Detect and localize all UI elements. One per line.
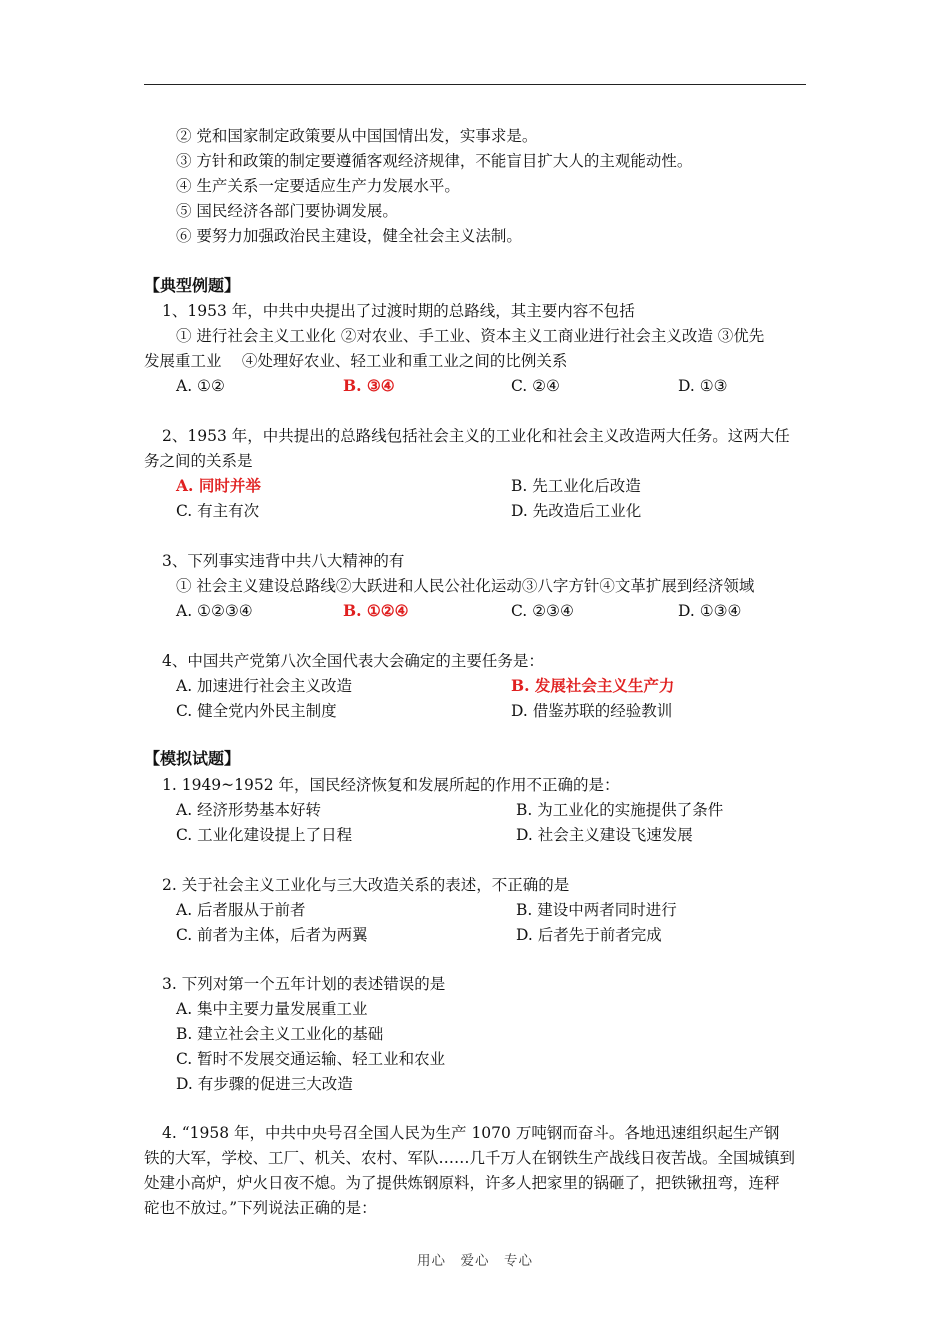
question-line: ① 社会主义建设总路线②大跃进和人民公社化运动③八字方针④文革扩展到经济领域 bbox=[176, 577, 755, 595]
option: D. 社会主义建设飞速发展 bbox=[516, 826, 693, 844]
option-answer: B. ③④ bbox=[343, 376, 395, 395]
option: A. ①② bbox=[176, 377, 225, 395]
section-heading: 【典型例题】 bbox=[144, 276, 241, 295]
question-stem: 2. 关于社会主义工业化与三大改造关系的表述，不正确的是 bbox=[162, 876, 570, 894]
option: C. 有主有次 bbox=[176, 502, 260, 520]
page-footer: 用心 爱心 专心 bbox=[417, 1253, 533, 1269]
option: C. ②④ bbox=[511, 377, 560, 395]
intro-item: ② 党和国家制定政策要从中国国情出发，实事求是。 bbox=[176, 127, 538, 145]
option: C. 健全党内外民主制度 bbox=[176, 702, 337, 720]
option: A. 后者服从于前者 bbox=[176, 901, 306, 919]
option-answer: B. ①②④ bbox=[343, 601, 409, 620]
intro-item: ⑥ 要努力加强政治民主建设，健全社会主义法制。 bbox=[176, 227, 522, 245]
passage-line: 砣也不放过。”下列说法正确的是： bbox=[144, 1199, 377, 1217]
option: D. ①③④ bbox=[678, 602, 742, 620]
option: D. 有步骤的促进三大改造 bbox=[176, 1075, 353, 1093]
question-stem: 1. 1949~1952 年，国民经济恢复和发展所起的作用不正确的是： bbox=[162, 776, 620, 794]
option: C. ②③④ bbox=[511, 602, 574, 620]
option: D. 先改造后工业化 bbox=[511, 502, 642, 520]
intro-item: ③ 方针和政策的制定要遵循客观经济规律，不能盲目扩大人的主观能动性。 bbox=[176, 152, 693, 170]
option: D. ①③ bbox=[678, 377, 728, 395]
option: A. ①②③④ bbox=[176, 602, 253, 620]
question-stem: 3. 下列对第一个五年计划的表述错误的是 bbox=[162, 975, 446, 993]
option: C. 前者为主体，后者为两翼 bbox=[176, 926, 368, 944]
option: B. 为工业化的实施提供了条件 bbox=[516, 801, 724, 819]
option: A. 加速进行社会主义改造 bbox=[176, 677, 353, 695]
passage-line: 铁的大军，学校、工厂、机关、农村、军队……几千万人在钢铁生产战线日夜苦战。全国城镇到 bbox=[144, 1149, 796, 1167]
option: B. 建立社会主义工业化的基础 bbox=[176, 1025, 384, 1043]
header-rule bbox=[144, 84, 806, 85]
option: A. 集中主要力量发展重工业 bbox=[176, 1000, 368, 1018]
question-stem: 4、中国共产党第八次全国代表大会确定的主要任务是： bbox=[162, 652, 544, 670]
option: D. 后者先于前者完成 bbox=[516, 926, 662, 944]
passage-line: 4. “1958 年，中共中央号召全国人民为生产 1070 万吨钢而奋斗。各地迅速组织起生产钢 bbox=[162, 1124, 780, 1142]
section-heading: 【模拟试题】 bbox=[144, 749, 241, 768]
question-line: 务之间的关系是 bbox=[144, 452, 253, 470]
option: A. 经济形势基本好转 bbox=[176, 801, 322, 819]
passage-line: 处建小高炉，炉火日夜不熄。为了提供炼钢原料，许多人把家里的锅砸了，把铁锹扭弯，连秤 bbox=[144, 1174, 780, 1192]
question-line: ① 进行社会主义工业化 ②对农业、手工业、资本主义工商业进行社会主义改造 ③优先 bbox=[176, 327, 765, 345]
question-stem: 1、1953 年，中共中央提出了过渡时期的总路线，其主要内容不包括 bbox=[162, 302, 635, 320]
intro-item: ⑤ 国民经济各部门要协调发展。 bbox=[176, 202, 398, 220]
option: D. 借鉴苏联的经验教训 bbox=[511, 702, 673, 720]
question-stem: 3、下列事实违背中共八大精神的有 bbox=[162, 552, 405, 570]
question-stem: 2、1953 年，中共提出的总路线包括社会主义的工业化和社会主义改造两大任务。这两大任 bbox=[162, 427, 790, 445]
option: C. 暂时不发展交通运输、轻工业和农业 bbox=[176, 1050, 446, 1068]
intro-item: ④ 生产关系一定要适应生产力发展水平。 bbox=[176, 177, 460, 195]
option-answer: A. 同时并举 bbox=[176, 476, 261, 495]
option: C. 工业化建设提上了日程 bbox=[176, 826, 353, 844]
question-line: 发展重工业 ④处理好农业、轻工业和重工业之间的比例关系 bbox=[144, 352, 568, 370]
option: B. 先工业化后改造 bbox=[511, 477, 641, 495]
option: B. 建设中两者同时进行 bbox=[516, 901, 677, 919]
option-answer: B. 发展社会主义生产力 bbox=[511, 676, 675, 695]
